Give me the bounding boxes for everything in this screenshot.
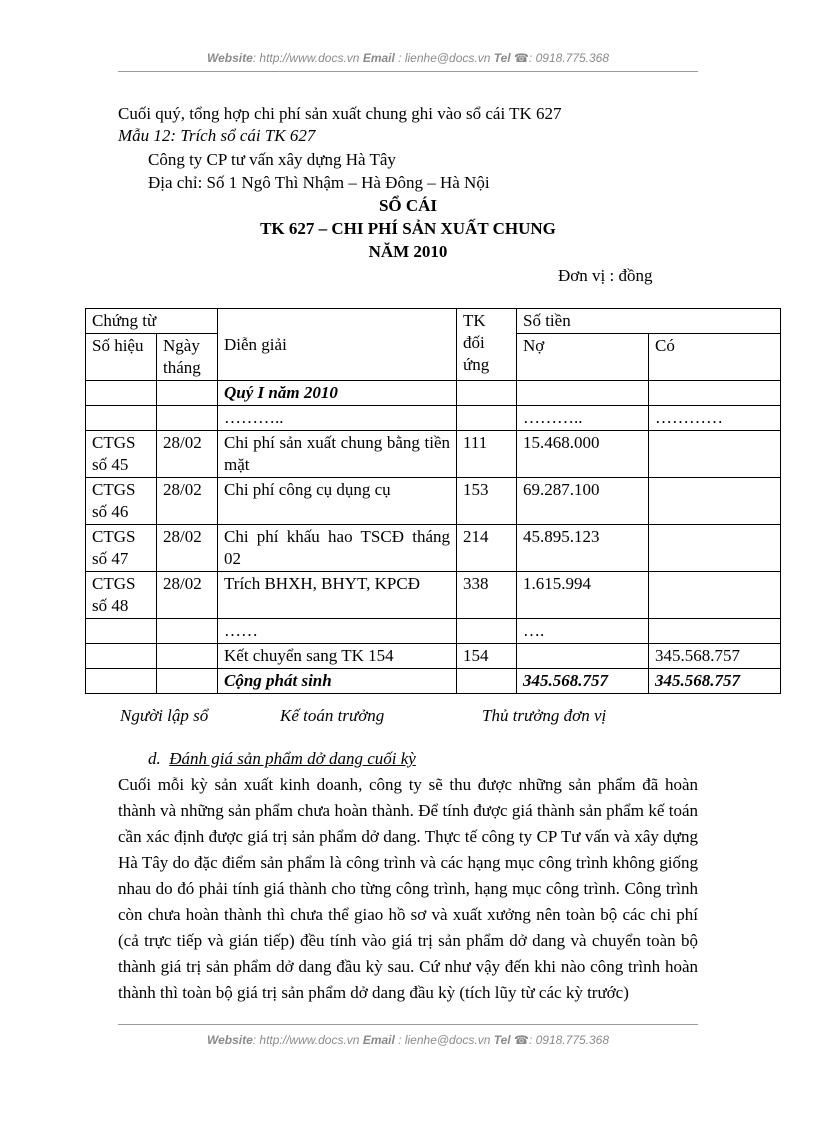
table-row: Kết chuyển sang TK 154 154 345.568.757 [86,644,781,669]
table-row: …… …. [86,619,781,644]
ledger-year: NĂM 2010 [368,242,448,261]
col-header-credit: Có [649,334,781,381]
table-row: CTGS số 48 28/02 Trích BHXH, BHYT, KPCĐ 338 1.615.994 [86,572,781,619]
phone-icon: ☎ [514,51,529,65]
template-caption: Mẫu 12: Trích sổ cái TK 627 [118,126,316,145]
header-divider [118,71,698,72]
body-paragraph: Cuối mỗi kỳ sản xuất kinh doanh, công ty sẽ thu được những sản phẩm đã hoàn thành và những sản phẩm chưa hoàn thành. Để tính được giá thành sản phẩm kế toán cần xác định được giá trị sản phẩm dở dang. Thực tế công ty CP Tư vấn và xây dựng Hà Tây do đặc điểm sản phẩm là công trình và các hạng mục công trình không giống nhau do đó phải tính giá thành cho từng công trình, hạng mục công trình. Công trình còn chưa hoàn thành thì chưa thể giao hồ sơ và xuất xưởng nên toàn bộ các chi phí (cả trực tiếp và gián tiếp) đều tính vào giá trị sản phẩm dở dang và chuyển toàn bộ thành giá trị sản phẩm dở dang đầu kỳ sau. Cứ như vậy đến khi nào công trình hoàn thành thì toàn bộ giá trị sản phẩm dở dang đầu kỳ (tích lũy từ các kỳ trước) [118,775,698,1002]
ledger-title: SỔ CÁI [378,196,438,215]
col-header-voucher: Chứng từ [86,309,218,334]
signature-head: Thủ trưởng đơn vị [482,706,607,725]
table-row: ……….. ……….. ………… [86,406,781,431]
table-header-row [86,309,781,334]
col-header-debit: Nợ [517,334,649,381]
signature-accountant: Kế toán trưởng [280,706,385,725]
footer-divider [118,1024,698,1025]
company-name: Công ty CP tư vấn xây dựng Hà Tây [148,150,396,169]
col-header-number: Số hiệu [86,334,157,381]
table-section-row [86,381,781,406]
signature-preparer: Người lập sổ [120,706,209,725]
page-header: Website: http://www.docs.vn Email : lienhe@docs.vn Tel ☎: 0918.775.368 [206,51,610,65]
table-total-row: Cộng phát sinh 345.568.757 345.568.757 [86,669,781,694]
section-label: Quý I năm 2010 [218,381,457,406]
table-row: CTGS số 46 28/02 Chi phí công cụ dụng cụ 153 69.287.100 [86,478,781,525]
unit-label: Đơn vị : đồng [558,266,653,285]
page-footer: Website: http://www.docs.vn Email : lienhe@docs.vn Tel ☎: 0918.775.368 [206,1033,610,1047]
col-header-account: TK đối ứng [457,309,517,381]
col-header-date: Ngày tháng [157,334,218,381]
col-header-amount: Số tiền [517,309,781,334]
intro-line: Cuối quý, tổng hợp chi phí sản xuất chung ghi vào sổ cái TK 627 [118,104,562,123]
col-header-description: Diễn giải [218,309,457,381]
table-row: CTGS số 45 28/02 Chi phí sản xuất chung bằng tiền mặt 111 15.468.000 [86,431,781,478]
section-heading: d. Đánh giá sản phẩm dở dang cuối kỳ [148,749,416,768]
ledger-table [85,308,781,694]
phone-icon: ☎ [514,1033,529,1047]
company-address: Địa chỉ: Số 1 Ngô Thì Nhậm – Hà Đông – Hà Nội [148,173,490,192]
table-row: CTGS số 47 28/02 Chi phí khấu hao TSCĐ tháng 02 214 45.895.123 [86,525,781,572]
ledger-subtitle: TK 627 – CHI PHÍ SẢN XUẤT CHUNG [260,219,556,238]
